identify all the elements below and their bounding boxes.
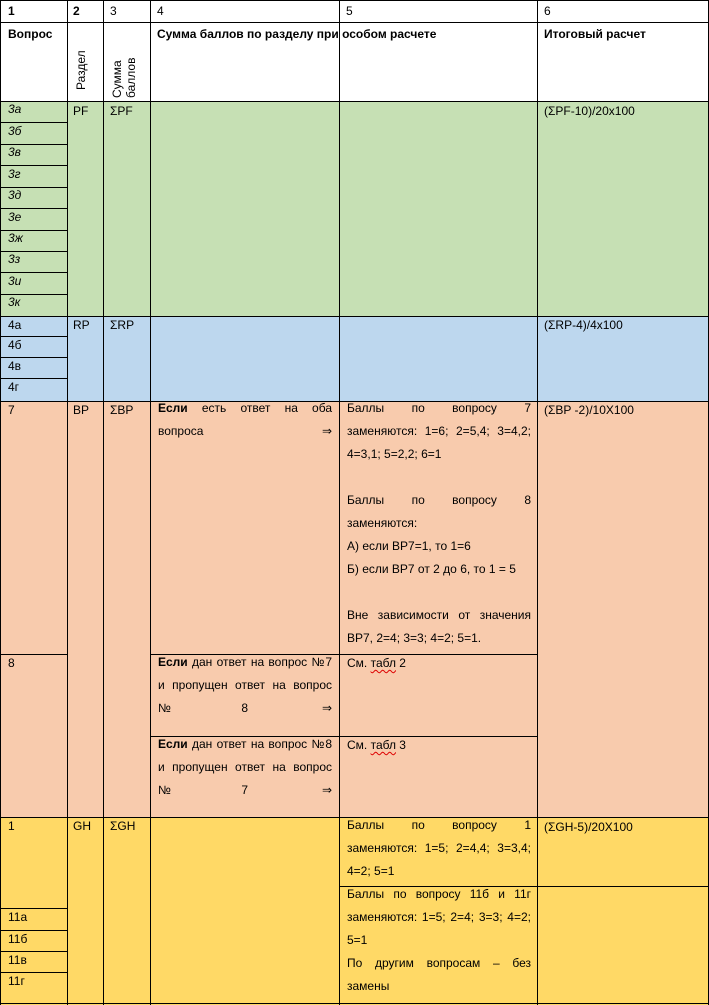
col-number: 2: [73, 4, 80, 18]
question-cell: 4б: [8, 338, 22, 352]
grid-line: [537, 0, 538, 1005]
grid-line: [339, 0, 340, 1005]
question-cell: 4а: [8, 318, 22, 332]
grid-line: [0, 1003, 709, 1004]
reference-word: табл: [370, 656, 396, 670]
rule-other: По другим вопросам – без замены: [347, 956, 531, 993]
condition-both-answered: [158, 397, 332, 443]
grid-line: [103, 0, 104, 1005]
question-cell: 3д: [8, 188, 22, 202]
question-cell: 3в: [8, 145, 21, 159]
col-number: 5: [346, 4, 353, 18]
section-cell: GH: [73, 819, 91, 833]
question-cell: 4г: [8, 380, 20, 394]
rule-q1: Баллы по вопросу 1 заменяются: 1=5; 2=4,4; 3=3,4; 4=2; 5=1: [347, 818, 531, 878]
question-cell: 4в: [8, 359, 22, 373]
rule-q11: Баллы по вопросу 11б и 11г заменяются: 1=5; 2=4; 3=3; 4=2; 5=1: [347, 887, 531, 947]
condition-q8-missing: [158, 651, 332, 720]
question-cell: 3г: [8, 167, 21, 181]
sum-cell: ΣBP: [110, 403, 134, 417]
question-cell: 11в: [8, 953, 27, 967]
condition-q7-missing: [158, 733, 332, 802]
grid-line: [0, 908, 67, 909]
question-cell: 11б: [8, 932, 28, 946]
grid-line: [0, 951, 67, 952]
question-cell: 3а: [8, 102, 22, 116]
header-section: Раздел: [74, 50, 88, 90]
grid-line: [0, 122, 67, 123]
question-cell: 11г: [8, 974, 25, 988]
section-cell: BP: [73, 403, 90, 417]
grid-line: [0, 165, 67, 166]
grid-line: [0, 378, 67, 379]
final-formula: (ΣPF-10)/20x100: [544, 104, 635, 118]
section-cell: PF: [73, 104, 89, 118]
question-cell: 3и: [8, 274, 22, 288]
section-cell: RP: [73, 318, 90, 332]
question-cell: 3к: [8, 295, 21, 309]
header-final: Итоговый расчет: [544, 27, 646, 41]
grid-line: [0, 0, 1, 1005]
final-formula: (ΣRP-4)/4x100: [544, 318, 623, 332]
reference-word: табл: [370, 738, 396, 752]
grid-line: [0, 208, 67, 209]
condition-text: дан ответ на вопрос №8 и пропущен ответ на вопрос №7 ⇒: [158, 737, 332, 797]
grid-line: [150, 0, 151, 1005]
sum-cell: ΣPF: [110, 104, 133, 118]
header-question: Вопрос: [8, 27, 53, 41]
rule-q7: Баллы по вопросу 7 заменяются: 1=6; 2=5,4; 3=4,2; 4=3,1; 5=2,2; 6=1: [347, 401, 531, 461]
sum-cell: ΣGH: [110, 819, 136, 833]
final-formula: (ΣBP -2)/10X100: [544, 403, 634, 417]
col-number: 1: [8, 4, 15, 18]
grid-line: [0, 272, 67, 273]
col-number: 6: [544, 4, 551, 18]
grid-line: [0, 0, 709, 1]
pf-band: [1, 101, 708, 316]
grid-line: [0, 930, 67, 931]
question-cell: 11а: [8, 910, 28, 924]
reference-number: 2: [395, 656, 406, 670]
question-cell: 7: [8, 403, 15, 417]
condition-text: есть ответ на оба вопроса ⇒: [158, 401, 332, 438]
grid-line: [0, 357, 67, 358]
grid-line: [0, 22, 709, 23]
rule-q8-case-b: Б) если ВР7 от 2 до 6, то 1 = 5: [347, 562, 516, 576]
question-cell: 3е: [8, 210, 22, 224]
question-cell: 3ж: [8, 231, 23, 245]
grid-line: [0, 316, 709, 317]
rule-q8-case-a: А) если ВР7=1, то 1=6: [347, 539, 471, 553]
question-cell: 1: [8, 819, 15, 833]
reference-table-3: [347, 738, 406, 752]
grid-line: [67, 0, 68, 1005]
question-cell: 8: [8, 656, 15, 670]
grid-line: [0, 654, 67, 655]
header-special: Сумма баллов по разделу при особом расчете: [157, 27, 437, 41]
reference-table-2: [347, 656, 406, 670]
final-formula: (ΣGH-5)/20X100: [544, 820, 633, 834]
question-cell: 3з: [8, 252, 21, 266]
sum-cell: ΣRP: [110, 318, 135, 332]
grid-line: [0, 336, 67, 337]
reference-prefix: См.: [347, 656, 371, 670]
col-number: 4: [157, 4, 164, 18]
header-sum: Сумма баллов: [110, 57, 138, 98]
condition-keyword: Если: [158, 737, 188, 751]
condition-keyword: Если: [158, 401, 188, 415]
rule-q8-any: Вне зависимости от значения ВР7, 2=4; 3=3; 4=2; 5=1.: [347, 608, 531, 645]
grid-line: [0, 101, 709, 102]
reference-number: 3: [395, 738, 406, 752]
question-cell: 3б: [8, 124, 22, 138]
grid-line: [0, 972, 67, 973]
reference-prefix: См.: [347, 738, 371, 752]
condition-text: дан ответ на вопрос №7 и пропущен ответ на вопрос №8 ⇒: [158, 655, 332, 715]
condition-keyword: Если: [158, 655, 188, 669]
col-number: 3: [110, 4, 117, 18]
rule-q8: Баллы по вопросу 8 заменяются:: [347, 493, 531, 530]
